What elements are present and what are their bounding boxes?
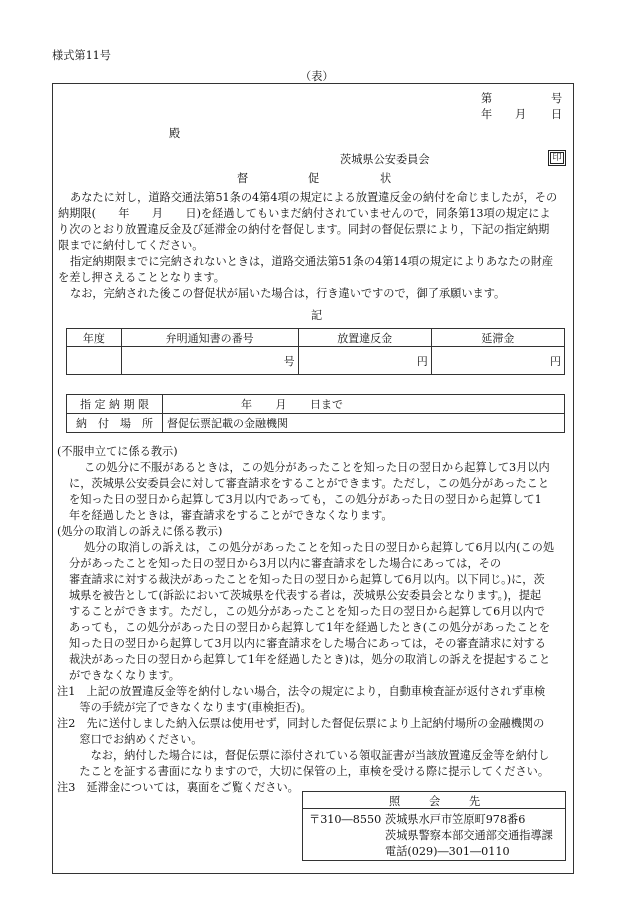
- header-year: 年度: [67, 329, 122, 347]
- due-day: 日まで: [310, 398, 343, 411]
- lawsuit-line: 知った日の翌日から起算して3月以内に審査請求をした場合にあっては，その審査請求に対する: [69, 637, 546, 650]
- lawsuit-line: 裁決があった日の翌日から起算して1年を経過したとき)は，処分の取消しの訴えを提起すること: [69, 653, 551, 666]
- date-year: 年: [481, 108, 493, 121]
- contact-postal: 〒310―8550: [309, 813, 382, 826]
- body-line: を差し押さえることとなります。: [58, 271, 225, 284]
- contact-title-1: 照: [389, 795, 401, 808]
- lawsuit-line: することができます。ただし，この処分があったことを知った日の翌日から起算して6月以内で: [69, 605, 545, 618]
- lawsuit-line: 城県を被告として(訴訟において茨城県を代表する者は，茨城県公安委員会となります。)，提起: [69, 589, 542, 602]
- appeal-line: を知った日の翌日から起算して3月以内であっても，この処分があった日の翌日から起算して1: [69, 493, 542, 506]
- body-line: なお，完納された後この督促状が届いた場合は，行き違いですので，御了承願います。: [70, 287, 506, 300]
- note-line: 注2 先に送付しました納入伝票は使用せず，同封した督促伝票により上記納付場所の金融機関の: [57, 717, 545, 730]
- header-late-fee: 延滞金: [431, 329, 564, 347]
- due-date-value: [163, 395, 565, 414]
- due-year: 年: [241, 398, 252, 411]
- cell-late-fee-unit: 円: [431, 347, 564, 375]
- appeal-heading: (不服申立てに係る教示): [57, 445, 178, 458]
- contact-box: [302, 791, 566, 861]
- contact-address: 茨城県水戸市笠原町978番6: [385, 813, 526, 826]
- body-line: 指定納期限までに完納されないときは，道路交通法第51条の4第14項の規定によりあなたの財産: [70, 255, 554, 268]
- lawsuit-heading: (処分の取消しの訴えに係る教示): [57, 525, 223, 538]
- note-line: なお，納付した場合には，督促伝票に添付されている領収証書が当該放置違反金等を納付し: [57, 749, 550, 762]
- contact-department: 茨城県警察本部交通部交通指導課: [385, 829, 553, 842]
- date-month: 月: [515, 108, 527, 121]
- title-char-1: 督: [237, 172, 249, 185]
- contact-header: [303, 792, 565, 809]
- due-month: 月: [275, 398, 287, 411]
- lawsuit-line: 処分の取消しの訴えは，この処分があったことを知った日の翌日から起算して6月以内(この処: [84, 541, 555, 554]
- issuer: 茨城県公安委員会: [340, 153, 430, 166]
- cell-notice-unit: 号: [121, 347, 298, 375]
- note-line: 等の手続が完了できなくなります(車検拒否)。: [57, 701, 312, 714]
- note-line: 注1 上記の放置違反金等を納付しない場合，法令の規定により，自動車検査証が返付されず車検: [57, 685, 546, 698]
- number-suffix: 号: [551, 92, 563, 105]
- appeal-line: に，茨城県公安委員会に対して審査請求をすることができます。ただし，この処分があったこと: [69, 477, 550, 490]
- appeal-line: 年を経過したときは，審査請求をすることができなくなります。: [69, 509, 393, 522]
- form-number: 様式第11号: [52, 49, 111, 62]
- contact-title-2: 会: [429, 795, 441, 808]
- cell-year: [67, 347, 122, 375]
- lawsuit-line: ができなくなります。: [69, 669, 180, 682]
- payment-table: [66, 394, 565, 433]
- contact-phone: 電話(029)―301―0110: [385, 845, 510, 858]
- date-day: 日: [551, 108, 563, 121]
- seal-mark: [548, 150, 566, 166]
- lawsuit-line: あっても，この処分があった日の翌日から起算して1年を経過したとき(この処分があったことを: [69, 621, 551, 634]
- body-line: あなたに対し，道路交通法第51条の4第4項の規定による放置違反金の納付を命じましたが，その: [70, 191, 558, 204]
- appeal-line: この処分に不服があるときは，この処分があったことを知った日の翌日から起算して3月以内: [84, 461, 550, 474]
- fee-table: [66, 328, 565, 375]
- contact-title-3: 先: [469, 795, 481, 808]
- body-line: 限までに納付してください。: [58, 239, 204, 252]
- cell-penalty-unit: 円: [298, 347, 431, 375]
- number-prefix: 第: [481, 92, 493, 105]
- title-char-2: 促: [308, 172, 320, 185]
- ki-label: 記: [311, 309, 323, 322]
- lawsuit-line: 審査請求に対する裁決があったことを知った日の翌日から起算して6月以内。以下同じ。)に，茨: [69, 573, 545, 586]
- body-line: 納期限( 年 月 日)を経過してもいまだ納付されていませんので，同条第13項の規定によ: [58, 207, 551, 220]
- payment-place-label: 納 付 場 所: [67, 414, 163, 433]
- payment-place-value: 督促伝票記載の金融機関: [163, 414, 565, 433]
- title-char-3: 状: [380, 172, 392, 185]
- lawsuit-line: 分があったことを知った日の翌日から3月以内に審査請求をした場合にあっては，その: [69, 557, 502, 570]
- addressee-suffix: 殿: [169, 127, 181, 140]
- side-label: （表）: [300, 70, 334, 83]
- note-line: 窓口でお納めください。: [57, 733, 203, 746]
- due-date-label: 指 定 納 期 限: [67, 395, 163, 414]
- header-notice-number: 弁明通知書の番号: [121, 329, 298, 347]
- note-line: 注3 延滞金については，裏面をご覧ください。: [57, 781, 299, 794]
- seal-text: 印: [552, 153, 562, 163]
- note-line: たことを証する書面になりますので，大切に保管の上，車検を受ける際に提示してください。: [57, 765, 550, 778]
- body-line: り次のとおり放置違反金及び延滞金の納付を督促します。同封の督促伝票により，下記の指定納期: [58, 223, 550, 236]
- header-penalty: 放置違反金: [298, 329, 431, 347]
